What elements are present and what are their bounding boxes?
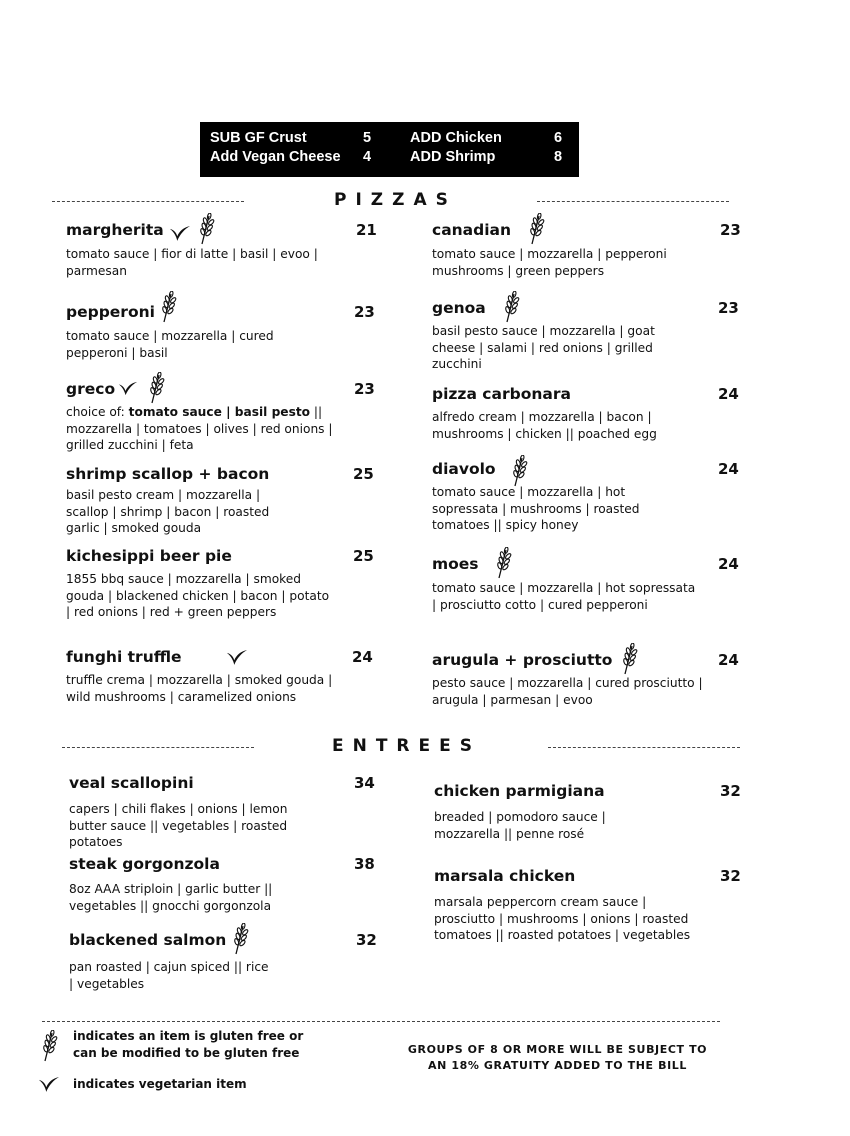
item-price: 24 <box>718 460 739 478</box>
wheat-icon <box>161 291 177 323</box>
leaf-icon <box>38 1076 60 1093</box>
item-description: tomato sauce | mozzarella | hot sopressata | prosciutto cotto | cured pepperoni <box>432 581 696 612</box>
menu-item-veal-scallopini <box>69 774 379 849</box>
menu-item-greco <box>66 380 376 455</box>
wheat-icon <box>512 455 528 487</box>
item-price: 32 <box>720 867 741 885</box>
item-description: breaded | pomodoro sauce | mozzarella || penne rosé <box>434 810 606 841</box>
item-description: truffle crema | mozzarella | smoked gouda | wild mushrooms | caramelized onions <box>66 673 333 704</box>
menu-item-chicken-parmigiana <box>434 782 744 842</box>
item-name: genoa <box>432 299 486 317</box>
addons-box <box>200 122 579 177</box>
menu-item-moes <box>432 555 742 630</box>
desc-prefix: choice of: <box>66 405 129 419</box>
item-description: capers | chili flakes | onions | lemon butter sauce || vegetables | roasted potatoes <box>69 802 288 849</box>
legend-vegetarian: indicates vegetarian item <box>73 1077 247 1091</box>
menu-item-genoa <box>432 299 742 374</box>
wheat-icon <box>622 643 638 675</box>
item-description: tomato sauce | fior di latte | basil | evoo | parmesan <box>66 247 318 278</box>
menu-item-kichesippi-beer-pie <box>66 547 376 637</box>
menu-item-margherita <box>66 221 376 281</box>
item-name: moes <box>432 555 479 573</box>
footer-divider <box>42 1021 720 1022</box>
leaf-icon <box>169 225 191 242</box>
addon-name: SUB GF Crust <box>210 130 307 146</box>
item-name: marsala chicken <box>434 867 576 885</box>
item-description: 8oz AAA striploin | garlic butter || vegetables || gnocchi gorgonzola <box>69 882 273 913</box>
item-description: basil pesto cream | mozzarella | scallop | shrimp | bacon | roasted garlic | smoked gouda <box>66 488 270 535</box>
item-description: 1855 bbq sauce | mozzarella | smoked gouda | blackened chicken | bacon | potato | red onions | red + green peppers <box>66 572 330 619</box>
addon-price: 4 <box>363 149 372 165</box>
section-title-pizzas: PIZZAS <box>334 190 457 210</box>
item-name: veal scallopini <box>69 774 194 792</box>
item-price: 32 <box>720 782 741 800</box>
item-price: 24 <box>718 555 739 573</box>
wheat-icon <box>149 372 165 404</box>
menu-item-diavolo <box>432 460 742 535</box>
wheat-icon <box>42 1030 58 1062</box>
item-name: greco <box>66 380 116 398</box>
item-name: funghi truffle <box>66 648 182 666</box>
item-price: 25 <box>353 465 374 483</box>
addon-name: ADD Shrimp <box>410 149 496 165</box>
menu-item-shrimp-scallop-bacon <box>66 465 376 540</box>
menu-item-steak-gorgonzola <box>69 855 379 920</box>
item-description: tomato sauce | mozzarella | pepperoni mushrooms | green peppers <box>432 247 667 278</box>
addon-name: ADD Chicken <box>410 130 502 146</box>
item-price: 23 <box>718 299 739 317</box>
item-price: 34 <box>354 774 375 792</box>
item-description: pesto sauce | mozzarella | cured prosciutto | arugula | parmesan | evoo <box>432 676 703 707</box>
gratuity-notice <box>395 1042 720 1074</box>
menu-item-canadian <box>432 221 742 281</box>
item-description: tomato sauce | mozzarella | cured pepperoni | basil <box>66 329 274 360</box>
menu-item-blackened-salmon <box>69 931 379 996</box>
section-title-entrees: ENTREES <box>332 736 481 756</box>
item-name: shrimp scallop + bacon <box>66 465 270 483</box>
item-name: chicken parmigiana <box>434 782 605 800</box>
addon-price: 5 <box>363 130 372 146</box>
item-price: 23 <box>354 380 375 398</box>
wheat-icon <box>233 923 249 955</box>
wheat-icon <box>504 291 520 323</box>
item-name: blackened salmon <box>69 931 227 949</box>
divider-line <box>52 201 244 202</box>
item-description: basil pesto sauce | mozzarella | goat cheese | salami | red onions | grilled zucchini <box>432 324 655 371</box>
item-price: 24 <box>718 385 739 403</box>
menu-item-marsala-chicken <box>434 867 744 967</box>
item-description: alfredo cream | mozzarella | bacon | mushrooms | chicken || poached egg <box>432 410 657 441</box>
item-name: arugula + prosciutto <box>432 651 613 669</box>
wheat-icon <box>496 547 512 579</box>
item-description <box>66 404 334 454</box>
wheat-icon <box>199 213 215 245</box>
notice-line2: AN 18% GRATUITY ADDED TO THE BILL <box>428 1059 687 1072</box>
menu-item-funghi-truffle <box>66 648 376 723</box>
item-name: canadian <box>432 221 512 239</box>
legend-gluten-free <box>73 1028 303 1061</box>
item-price: 24 <box>352 648 373 666</box>
divider-line <box>537 201 729 202</box>
item-name: pizza carbonara <box>432 385 571 403</box>
item-price: 25 <box>353 547 374 565</box>
item-price: 21 <box>356 221 377 239</box>
leaf-icon <box>226 649 248 666</box>
legend-gluten-line1: indicates an item is gluten free or <box>73 1029 304 1043</box>
divider-line <box>62 747 254 748</box>
item-price: 32 <box>356 931 377 949</box>
addon-price: 8 <box>554 149 563 165</box>
item-price: 23 <box>720 221 741 239</box>
divider-line <box>548 747 740 748</box>
notice-line1: GROUPS OF 8 OR MORE WILL BE SUBJECT TO <box>407 1043 708 1056</box>
item-description: tomato sauce | mozzarella | hot sopressata | mushrooms | roasted tomatoes || spicy honey <box>432 485 640 532</box>
item-name: steak gorgonzola <box>69 855 220 873</box>
item-price: 38 <box>354 855 375 873</box>
item-name: kichesippi beer pie <box>66 547 232 565</box>
menu-item-arugula-prosciutto <box>432 651 742 711</box>
item-description: marsala peppercorn cream sauce | prosciutto | mushrooms | onions | roasted tomatoes || roasted potatoes | vegetables <box>434 895 691 942</box>
addon-price: 6 <box>554 130 563 146</box>
item-name: diavolo <box>432 460 496 478</box>
item-price: 24 <box>718 651 739 669</box>
menu-item-pepperoni <box>66 303 376 363</box>
leaf-icon <box>118 381 138 396</box>
item-description: pan roasted | cajun spiced || rice | vegetables <box>69 960 269 991</box>
item-name: pepperoni <box>66 303 155 321</box>
item-name: margherita <box>66 221 164 239</box>
wheat-icon <box>529 213 545 245</box>
menu-item-pizza-carbonara <box>432 385 742 445</box>
desc-choice: tomato sauce | basil pesto <box>128 405 311 419</box>
desc-rest: || mozzarella | tomatoes | olives | red onions | grilled zucchini | feta <box>66 405 333 452</box>
legend-gluten-line2: can be modified to be gluten free <box>73 1045 300 1060</box>
addon-name: Add Vegan Cheese <box>210 149 341 165</box>
item-price: 23 <box>354 303 375 321</box>
